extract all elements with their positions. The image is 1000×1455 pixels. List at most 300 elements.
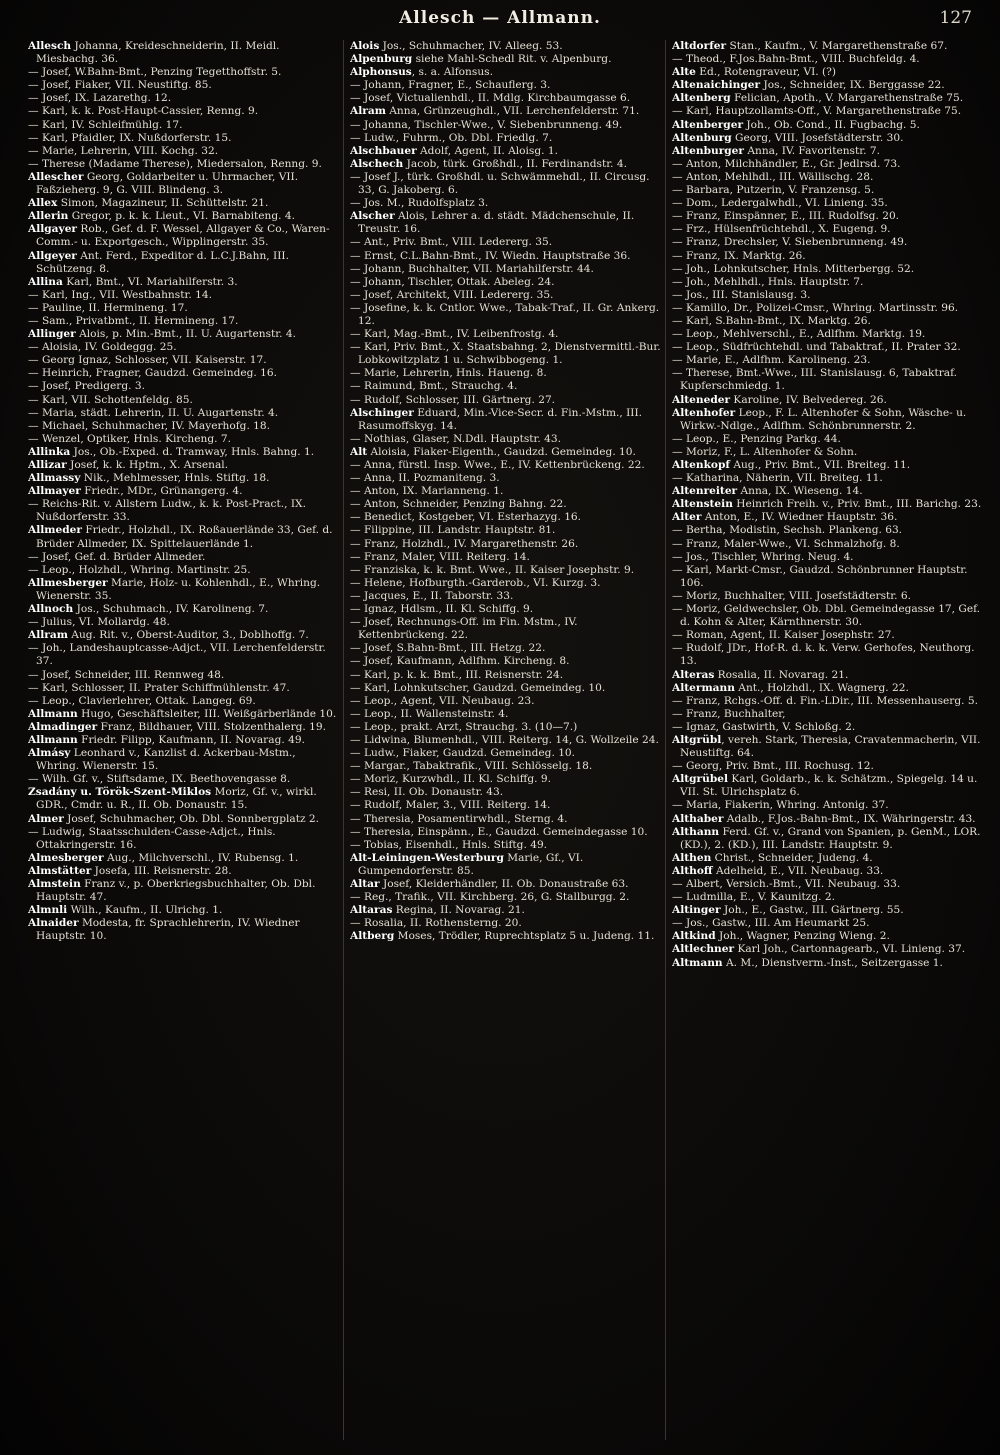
directory-entry	[350, 250, 661, 263]
entry-details: — Anna, II. Pozmaniteng. 3.	[350, 472, 500, 485]
entry-details: — Johann, Buchhalter, VII. Mariahilferstr. 44.	[350, 262, 594, 275]
entry-headword: Alois	[350, 40, 380, 52]
entry-details: Karl, Bmt., VI. Mariahilferstr. 3.	[62, 275, 238, 288]
directory-entry	[672, 695, 984, 708]
entry-details: — Joh., Lohnkutscher, Hnls. Mitterbergg. 52.	[672, 262, 915, 275]
directory-entry	[28, 105, 339, 118]
entry-details: Franz v., p. Oberkriegsbuchhalter, Ob. Dbl. Hauptstr. 47.	[36, 878, 316, 904]
entry-details: Josef, Kleiderhändler, II. Ob. Donaustraße 63.	[379, 878, 629, 890]
entry-details: — Leop., Holzhdl., Whring. Martinstr. 25.	[28, 563, 251, 576]
directory-entry	[350, 878, 661, 891]
directory-entry	[672, 79, 984, 92]
entry-details: Karl, Goldarb., k. k. Schätzm., Spiegelg. 14 u. VII. St. Ulrichsplatz 6.	[680, 773, 978, 799]
directory-entry	[350, 799, 661, 812]
entry-details: Leonhard v., Kanzlist d. Ackerbau-Mstm., Whring. Wienerstr. 15.	[36, 747, 296, 773]
entry-details: — Anna, fürstl. Insp. Wwe., E., IV. Kettenbrückeng. 22.	[350, 459, 645, 471]
entry-details: — Karl, Priv. Bmt., X. Staatsbahng. 2, Dienstvermittl.-Bur. Lobkowitzplatz 1 u. Schwibbogeng. 1.	[350, 341, 661, 367]
directory-entry	[28, 210, 339, 223]
entry-details: — Franz, IX. Marktg. 26.	[672, 249, 806, 262]
entry-headword: Alscher	[350, 210, 395, 223]
directory-entry	[28, 145, 339, 158]
entry-details: , vereh. Stark, Theresia, Cravatenmacherin, VII. Neustiftg. 64.	[680, 733, 981, 760]
entry-details: — Josef, S.Bahn-Bmt., III. Hetzg. 22.	[350, 642, 546, 655]
directory-entry	[28, 564, 339, 577]
entry-details: — Franz, Einspänner, E., III. Rudolfsg. 20.	[672, 210, 900, 223]
directory-entry	[672, 511, 984, 524]
page-number: 127	[939, 8, 972, 28]
entry-details: — Moriz, Kurzwhdl., II. Kl. Schiffg. 9.	[350, 773, 551, 786]
directory-entry	[672, 105, 984, 118]
entry-details: Regina, II. Novarag. 21.	[392, 904, 525, 917]
directory-entry	[672, 197, 984, 210]
column-1	[28, 40, 344, 1440]
entry-details: Rob., Gef. d. F. Wessel, Allgayer & Co., Waren-Comm.- u. Exportgesch., Wipplingerstr. 35.	[36, 223, 330, 249]
entry-details: — Jos. M., Rudolfsplatz 3.	[350, 197, 489, 210]
directory-entry	[672, 708, 984, 721]
entry-details: — Josef, Schneider, III. Rennweg 48.	[28, 668, 225, 681]
entry-headword: Alnaider	[28, 917, 79, 930]
directory-entry	[350, 538, 661, 551]
entry-headword: Althen	[672, 851, 712, 864]
entry-details: — Josef, IX. Lazarethg. 12.	[28, 92, 172, 105]
directory-entry	[28, 302, 339, 315]
entry-headword: Altenberg	[672, 92, 731, 105]
entry-headword: Alte	[672, 66, 696, 79]
entry-details: Adelheid, E., VII. Neubaug. 33.	[712, 864, 884, 877]
entry-details: — Anton, Milchhändler, E., Gr. Jedlrsd. 73.	[672, 157, 901, 170]
entry-headword: Alpenburg	[350, 53, 413, 66]
entry-details: — Filippine, III. Landstr. Hauptstr. 81.	[350, 524, 556, 537]
entry-details: — Anton, IX. Marianneng. 1.	[350, 485, 504, 498]
entry-headword: Altermann	[672, 681, 735, 694]
directory-entry	[28, 524, 339, 550]
entry-details: — Dom., Ledergalwhdl., VI. Linieng. 35.	[672, 197, 888, 210]
entry-details: — Kamillo, Dr., Polizei-Cmsr., Whring. Martinsstr. 96.	[672, 301, 959, 314]
entry-details: — Leop., prakt. Arzt, Strauchg. 3. (10—7.)	[350, 720, 578, 733]
entry-details: — Karl, p. k. k. Bmt., III. Reisnerstr. 24.	[350, 668, 564, 681]
directory-entry	[28, 223, 339, 249]
entry-headword: Almadinger	[28, 720, 98, 733]
entry-details: Adalb., F.Jos.-Bahn-Bmt., IX. Währingerstr. 43.	[723, 812, 976, 825]
directory-entry	[28, 40, 339, 66]
entry-headword: Allmassy	[28, 472, 81, 485]
entry-details: Georg, Goldarbeiter u. Uhrmacher, VII. Faßzieherg. 9, G. VIII. Blindeng. 3.	[36, 170, 299, 197]
entry-headword: Allmann	[28, 707, 78, 720]
directory-entry	[672, 852, 984, 865]
entry-details: Hugo, Geschäftsleiter, III. Weißgärberlände 10.	[77, 707, 337, 720]
entry-details: — Karl, Hauptzollamts-Off., V. Margarethenstraße 75.	[672, 105, 962, 118]
directory-entry	[28, 485, 339, 498]
directory-entry	[350, 564, 661, 577]
entry-headword: Altdorfer	[672, 40, 727, 52]
entry-headword: Altberg	[350, 930, 395, 943]
entry-details: Georg, VIII. Josefstädterstr. 30.	[731, 131, 904, 144]
entry-details: — Leop., Mehlverschl., E., Adlfhm. Marktg. 19.	[672, 328, 926, 341]
entry-details: Joh., Wagner, Penzing Wieng. 2.	[715, 930, 890, 943]
entry-details: — Ant., Priv. Bmt., VIII. Ledererg. 35.	[350, 236, 553, 249]
directory-entry	[672, 341, 984, 354]
entry-details: Heinrich Freih. v., Priv. Bmt., III. Barichg. 23.	[732, 498, 982, 511]
directory-entry	[28, 289, 339, 302]
entry-details: Alois, p. Min.-Bmt., II. U. Augartenstr. 4.	[75, 328, 297, 341]
entry-headword: Altkind	[672, 930, 716, 943]
entry-details: Alois, Lehrer a. d. städt. Mädchenschule, II. Treustr. 16.	[358, 210, 635, 236]
entry-details: Rosalia, II. Novarag. 21.	[714, 668, 849, 681]
entry-details: Anton, E., IV. Wiedner Hauptstr. 36.	[701, 511, 898, 524]
entry-details: — Sam., Privatbmt., II. Hermineng. 17.	[28, 314, 239, 327]
entry-details: Anna, IV. Favoritenstr. 7.	[744, 144, 880, 157]
entry-details: — Johanna, Tischler-Wwe., V. Siebenbrunneng. 49.	[350, 118, 623, 131]
entry-headword: Alter	[672, 511, 702, 524]
directory-entry	[28, 420, 339, 433]
entry-details: Anna, IX. Wieseng. 14.	[737, 485, 863, 498]
entry-details: A. M., Dienstverm.-Inst., Seitzergasse 1.	[722, 956, 943, 969]
entry-details: Friedr., MDr., Grünangerg. 4.	[80, 485, 243, 498]
directory-entry	[350, 433, 661, 446]
directory-entry	[350, 145, 661, 158]
entry-details: Marie, Holz- u. Kohlenhdl., E., Whring. Wienerstr. 35.	[36, 576, 321, 602]
entry-headword: Altenberger	[672, 118, 744, 131]
directory-entry	[28, 904, 339, 917]
entry-details: — Frz., Hülsenfrüchtehdl., X. Eugeng. 9.	[672, 223, 891, 236]
entry-details: — Marie, E., Adlfhm. Karolineng. 23.	[672, 354, 871, 367]
directory-entry	[28, 629, 339, 642]
entry-details: — Karl, k. k. Post-Haupt-Cassier, Renng. 9.	[28, 105, 259, 118]
directory-entry	[350, 328, 661, 341]
entry-details: — Josef, Victualienhdl., II. Mdlg. Kirchbaumgasse 6.	[350, 92, 631, 105]
directory-entry	[28, 813, 339, 826]
directory-entry	[672, 538, 984, 551]
column-3	[672, 40, 988, 1440]
directory-entry	[672, 917, 984, 930]
entry-details: — Theresia, Einspänn., E., Gaudzd. Gemeindegasse 10.	[350, 825, 648, 838]
entry-details: — Franz, Rchgs.-Off. d. Fin.-LDir., III. Messenhauserg. 5.	[672, 694, 978, 707]
entry-details: Karl Joh., Cartonnagearb., VI. Linieng. 37.	[734, 943, 966, 956]
entry-headword: Alteneder	[672, 393, 731, 406]
entry-details: — Josefine, k. k. Cntlor. Wwe., Tabak-Traf., II. Gr. Ankerg. 12.	[350, 301, 660, 327]
entry-details: — Bertha, Modistin, Sechsh. Plankeng. 63.	[672, 524, 903, 537]
directory-entry	[28, 682, 339, 695]
entry-details: — Franziska, k. k. Bmt. Wwe., II. Kaiser Josephstr. 9.	[350, 563, 635, 576]
directory-entry	[672, 145, 984, 158]
entry-details: — Anton, Mehlhdl., III. Wällischg. 28.	[672, 170, 874, 183]
directory-entry	[672, 524, 984, 537]
entry-headword: Allgayer	[28, 223, 78, 236]
directory-entry	[672, 498, 984, 511]
entry-details: Ant. Ferd., Expeditor d. L.C.J.Bahn, III. Schützeng. 8.	[36, 249, 289, 275]
entry-details: — Reichs-Rit. v. Allstern Ludw., k. k. Post-Pract., IX. Nußdorferstr. 33.	[28, 498, 306, 524]
entry-details: — Josef, Gef. d. Brüder Allmeder.	[28, 550, 206, 563]
directory-entry	[350, 263, 661, 276]
directory-entry	[672, 223, 984, 236]
directory-entry	[28, 354, 339, 367]
entry-details: — Therese (Madame Therese), Miedersalon, Renng. 9.	[28, 157, 322, 170]
directory-entry	[350, 459, 661, 472]
directory-entry	[350, 904, 661, 917]
entry-details: Aug. Rit. v., Oberst-Auditor, 3., Doblhoffg. 7.	[67, 629, 309, 642]
directory-entry	[672, 682, 984, 695]
entry-headword: Altenkopf	[672, 459, 730, 471]
directory-entry	[350, 813, 661, 826]
directory-entry	[672, 92, 984, 105]
entry-details: Moriz, Gf. v., wirkl. GDR., Cmdr. u. R., II. Ob. Donaustr. 15.	[36, 786, 317, 812]
directory-entry	[350, 119, 661, 132]
entry-details: — Jacques, E., II. Taborstr. 33.	[350, 589, 514, 602]
entry-headword: Alschech	[350, 157, 404, 170]
directory-entry	[28, 721, 339, 734]
entry-details: siehe Mahl-Schedl Rit. v. Alpenburg.	[412, 53, 612, 66]
entry-details: — Johann, Tischler, Ottak. Abeleg. 24.	[350, 275, 555, 288]
directory-entry	[350, 917, 661, 930]
entry-details: , s. a. Alfonsus.	[411, 66, 493, 79]
entry-details: — Ignaz, Hdlsm., II. Kl. Schiffg. 9.	[350, 603, 534, 616]
running-head: Allesch — Allmann.	[399, 8, 601, 28]
directory-entry	[350, 642, 661, 655]
directory-entry	[350, 498, 661, 511]
entry-details: — Karl, Pfaidler, IX. Nußdorferstr. 15.	[28, 131, 232, 144]
directory-entry	[350, 92, 661, 105]
entry-details: — Albert, Versich.-Bmt., VII. Neubaug. 33.	[672, 878, 901, 890]
entry-details: Joh., Ob. Cond., II. Fugbachg. 5.	[743, 118, 920, 131]
directory-entry	[350, 760, 661, 773]
entry-headword: Allinka	[28, 445, 71, 458]
directory-entry	[350, 695, 661, 708]
directory-entry	[672, 66, 984, 79]
entry-details: — Moriz, Buchhalter, VIII. Josefstädterstr. 6.	[672, 589, 912, 602]
directory-entry	[672, 433, 984, 446]
entry-details: Eduard, Min.-Vice-Secr. d. Fin.-Mstm., III. Rasumoffskyg. 14.	[358, 406, 643, 432]
directory-entry	[28, 577, 339, 603]
entry-details: — Wilh. Gf. v., Stiftsdame, IX. Beethovengasse 8.	[28, 773, 291, 786]
entry-headword: Allmann	[28, 733, 78, 746]
entry-details: — Ignaz, Gastwirth, V. Schloßg. 2.	[672, 720, 856, 733]
directory-entry	[672, 472, 984, 485]
entry-details: — Pauline, II. Hermineng. 17.	[28, 301, 188, 314]
entry-details: Aug., Milchverschl., IV. Rubensg. 1.	[103, 851, 299, 864]
directory-entry	[28, 708, 339, 721]
entry-details: — Helene, Hofburgth.-Garderob., VI. Kurzg. 3.	[350, 576, 601, 589]
entry-headword: Allmayer	[28, 485, 81, 498]
entry-details: Joh., E., Gastw., III. Gärtnerg. 55.	[720, 904, 904, 917]
directory-entry	[350, 158, 661, 171]
directory-entry	[350, 341, 661, 367]
directory-entry	[28, 878, 339, 904]
entry-details: Friedr., Holzhdl., IX. Roßauerlände 33, Gef. d. Brüder Allmeder, IX. Spittelauerlände 1.	[36, 524, 333, 550]
entry-details: — Julius, VI. Mollardg. 48.	[28, 616, 170, 629]
entry-details: — Michael, Schuhmacher, IV. Mayerhofg. 18.	[28, 419, 271, 432]
directory-entry	[672, 891, 984, 904]
entry-details: — Moriz, Geldwechsler, Ob. Dbl. Gemeindegasse 17, Gef. d. Kohn & Alter, Kärnthnerstr. 30.	[672, 603, 981, 629]
directory-entry	[28, 773, 339, 786]
directory-entry	[672, 119, 984, 132]
entry-details: — Lidwina, Blumenhdl., VIII. Reiterg. 14, G. Wollzeile 24.	[350, 733, 659, 746]
entry-headword: Altgrübl	[672, 733, 722, 746]
directory-entry	[28, 459, 339, 472]
directory-entry	[28, 551, 339, 564]
directory-entry	[28, 642, 339, 668]
directory-entry	[350, 171, 661, 197]
entry-details: — Franz, Holzhdl., IV. Margarethenstr. 26.	[350, 537, 579, 550]
entry-details: Simon, Magazineur, II. Schüttelstr. 21.	[57, 197, 269, 210]
directory-entry	[672, 773, 984, 799]
directory-entry	[672, 263, 984, 276]
entry-details: — Johann, Fragner, E., Schauflerg. 3.	[350, 79, 551, 92]
entry-headword: Altenstein	[672, 498, 733, 511]
directory-entry	[350, 105, 661, 118]
entry-details: — Heinrich, Fragner, Gaudzd. Gemeindeg. 16.	[28, 367, 278, 380]
directory-entry	[350, 511, 661, 524]
directory-entry	[672, 642, 984, 668]
entry-details: — Jos., Gastw., III. Am Heumarkt 25.	[672, 917, 870, 930]
directory-entry	[672, 485, 984, 498]
directory-entry	[350, 446, 661, 459]
entry-details: — Ludmilla, E., V. Kaunitzg. 2.	[672, 891, 835, 904]
directory-entry	[672, 904, 984, 917]
directory-entry	[350, 53, 661, 66]
entry-headword: Altaras	[350, 904, 393, 917]
entry-headword: Alt-Leiningen-Westerburg	[350, 851, 504, 864]
directory-entry	[350, 236, 661, 249]
entry-details: — Theod., F.Jos.Bahn-Bmt., VIII. Buchfeldg. 4.	[672, 53, 920, 66]
entry-details: Moses, Trödler, Ruprechtsplatz 5 u. Judeng. 11.	[394, 930, 655, 943]
directory-entry	[672, 302, 984, 315]
directory-entry	[350, 930, 661, 943]
entry-details: Josef, k. k. Hptm., X. Arsenal.	[66, 459, 229, 471]
directory-entry	[350, 276, 661, 289]
directory-entry	[350, 485, 661, 498]
directory-entry	[28, 786, 339, 812]
entry-headword: Almesberger	[28, 851, 104, 864]
directory-entry	[672, 760, 984, 773]
directory-entry	[350, 616, 661, 642]
directory-entry	[672, 328, 984, 341]
entry-headword: Allinger	[28, 328, 76, 341]
directory-entry	[28, 276, 339, 289]
entry-details: Ant., Holzhdl., IX. Wagnerg. 22.	[734, 681, 909, 694]
directory-entry	[350, 66, 661, 79]
entry-details: — Franz, Maler, VIII. Reiterg. 14.	[350, 550, 530, 563]
entry-details: Jos., Schuhmach., IV. Karolineng. 7.	[73, 603, 269, 616]
directory-entry	[672, 289, 984, 302]
entry-headword: Alteras	[672, 668, 715, 681]
entry-details: Josef, Schuhmacher, Ob. Dbl. Sonnbergplatz 2.	[63, 812, 320, 825]
entry-details: — Barbara, Putzerin, V. Franzensg. 5.	[672, 184, 875, 197]
directory-entry	[28, 826, 339, 852]
entry-details: Jacob, türk. Großhdl., II. Ferdinandstr. 4.	[403, 157, 627, 170]
entry-details: Wilh., Kaufm., II. Ulrichg. 1.	[67, 904, 223, 917]
entry-details: — Raimund, Bmt., Strauchg. 4.	[350, 380, 518, 393]
directory-entry	[28, 79, 339, 92]
entry-details: — Leop., Südfrüchtehdl. und Tabaktraf., II. Prater 32.	[672, 341, 961, 354]
entry-details: — Rosalia, II. Rothensterng. 20.	[350, 917, 522, 930]
entry-details: — Tobias, Eisenhdl., Hnls. Stiftg. 49.	[350, 838, 548, 851]
entry-details: Josefa, III. Reisnerstr. 28.	[91, 864, 232, 877]
directory-entry	[350, 472, 661, 485]
entry-details: Aug., Priv. Bmt., VII. Breiteg. 11.	[729, 459, 911, 471]
directory-entry	[350, 708, 661, 721]
directory-entry	[672, 930, 984, 943]
entry-details: — Josef, Architekt, VIII. Ledererg. 35.	[350, 288, 554, 301]
entry-headword: Allmeder	[28, 524, 82, 537]
entry-details: — Margar., Tabaktrafik., VIII. Schlösselg. 18.	[350, 760, 593, 773]
entry-headword: Almer	[28, 812, 64, 825]
directory-entry	[350, 79, 661, 92]
entry-details: — Leop., E., Penzing Parkg. 44.	[672, 432, 841, 445]
directory-entry	[350, 407, 661, 433]
directory-entry	[672, 878, 984, 891]
directory-entry	[28, 197, 339, 210]
entry-details: — Ludwig, Staatsschulden-Casse-Adjct., Hnls. Ottakringerstr. 16.	[28, 825, 276, 851]
directory-entry	[28, 472, 339, 485]
directory-entry	[28, 407, 339, 420]
entry-headword: Allizar	[28, 459, 67, 471]
entry-headword: Almstein	[28, 878, 81, 890]
entry-details: — Nothias, Glaser, N.Ddl. Hauptstr. 43.	[350, 432, 562, 445]
entry-details: — Maria, Fiakerin, Whring. Antonig. 37.	[672, 799, 889, 812]
entry-details: — Joh., Landeshauptcasse-Adjct., VII. Lerchenfelderstr. 37.	[28, 642, 326, 668]
entry-details: — Katharina, Näherin, VII. Breiteg. 11.	[672, 472, 883, 485]
entry-details: — Rudolf, JDr., Hof-R. d. k. k. Verw. Gerhofes, Neuthorg. 13.	[672, 642, 975, 668]
entry-headword: Altenhofer	[672, 406, 736, 419]
directory-entry	[350, 197, 661, 210]
entry-details: — Jos., Tischler, Whring. Neug. 4.	[672, 550, 854, 563]
entry-headword: Allescher	[28, 170, 84, 183]
directory-entry	[350, 380, 661, 393]
directory-entry	[28, 66, 339, 79]
directory-entry	[28, 367, 339, 380]
entry-details: — Moriz, F., L. Altenhofer & Sohn.	[672, 445, 858, 458]
entry-details: — Benedict, Kostgeber, VI. Esterhazyg. 16.	[350, 511, 582, 524]
directory-entry	[672, 734, 984, 760]
directory-entry	[28, 747, 339, 773]
entry-headword: Althann	[672, 825, 720, 838]
entry-details: — Rudolf, Schlosser, III. Gärtnerg. 27.	[350, 393, 556, 406]
entry-headword: Alt	[350, 445, 368, 458]
entry-headword: Alram	[350, 105, 386, 118]
directory-entry	[28, 695, 339, 708]
entry-details: — Leop., Clavierlehrer, Ottak. Langeg. 69.	[28, 694, 256, 707]
entry-details: — Joh., Mehlhdl., Hnls. Hauptstr. 7.	[672, 275, 864, 288]
entry-details: — Reg., Trafik., VII. Kirchberg. 26, G. Stallburgg. 2.	[350, 891, 630, 904]
entry-details: Nik., Mehlmesser, Hnls. Stiftg. 18.	[80, 472, 270, 485]
entry-details: — Karl, Markt-Cmsr., Gaudzd. Schönbrunner Hauptstr. 106.	[672, 563, 968, 589]
entry-details: — Karl, S.Bahn-Bmt., IX. Marktg. 26.	[672, 314, 871, 327]
entry-details: — Aloisia, IV. Goldeggg. 25.	[28, 341, 177, 354]
entry-headword: Altenburg	[672, 131, 732, 144]
entry-headword: Altenreiter	[672, 485, 738, 498]
directory-entry	[28, 341, 339, 354]
entry-headword: Allgeyer	[28, 249, 77, 262]
directory-entry	[350, 551, 661, 564]
directory-entry	[672, 826, 984, 852]
entry-details: Friedr. Filipp, Kaufmann, II. Novarag. 49.	[77, 733, 305, 746]
directory-entry	[672, 250, 984, 263]
directory-entry	[672, 184, 984, 197]
directory-entry	[350, 524, 661, 537]
entry-details: Felician, Apoth., V. Margarethenstraße 75.	[730, 92, 964, 105]
entry-details: — Roman, Agent, II. Kaiser Josephstr. 27.	[672, 629, 895, 642]
entry-headword: Altenburger	[672, 144, 744, 157]
column-2	[350, 40, 666, 1440]
entry-headword: Altar	[350, 878, 380, 890]
directory-entry	[672, 315, 984, 328]
directory-entry	[350, 669, 661, 682]
entry-details: — Leop., II. Wallensteinstr. 4.	[350, 707, 509, 720]
entry-details: — Anton, Schneider, Penzing Bahng. 22.	[350, 498, 567, 511]
directory-entry	[672, 669, 984, 682]
entry-details: — Ernst, C.L.Bahn-Bmt., IV. Wiedn. Hauptstraße 36.	[350, 249, 631, 262]
directory-entry	[672, 354, 984, 367]
